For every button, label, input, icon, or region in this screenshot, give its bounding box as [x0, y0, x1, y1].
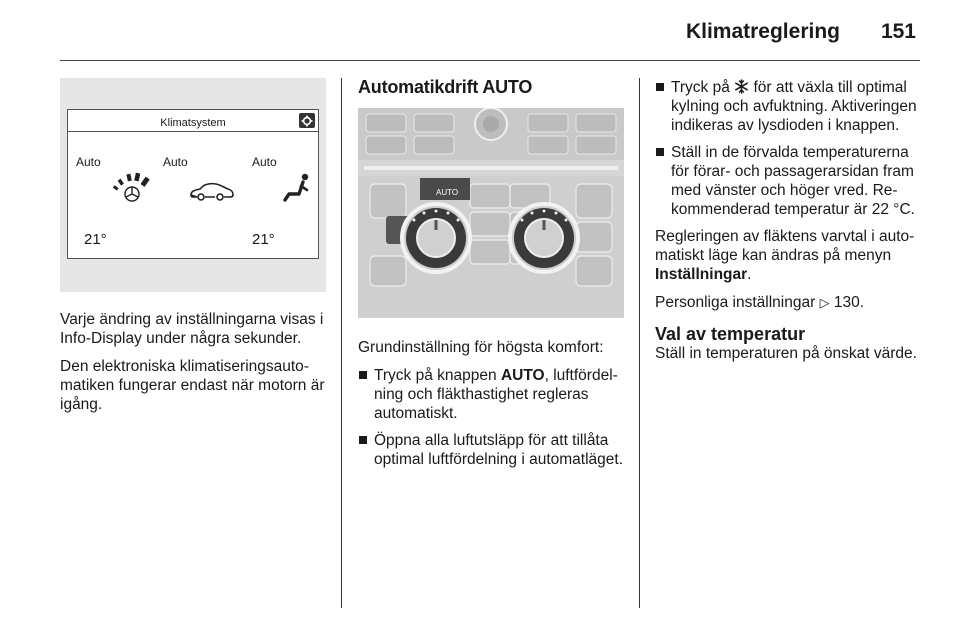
ac-snowflake-icon: [734, 79, 749, 94]
fan-speed-icon: [112, 170, 152, 204]
col1-paragraph-2: Den elektroniska klimatiseringsautomatiken fungerar endast när motorn är igång.: [60, 358, 325, 413]
col1-paragraph-1: Varje ändring av inställningarna visas i Info-Display under några sekunder.: [60, 311, 324, 347]
temperature-right: 21°: [252, 231, 275, 248]
col3-paragraph-1: Regleringen av fläktens varvtal i automatiskt läge kan ändras på menyn Inställningar.: [655, 228, 915, 283]
climate-display-screen: [67, 109, 319, 259]
settings-gear-icon: [299, 113, 315, 128]
auto-label-airflow: Auto: [163, 155, 188, 169]
list-item: Tryck på för att växla till optimal kylning och avfuktning. Aktiveringen indikeras av lysdioden i knappen.: [655, 78, 920, 135]
column-1: [60, 78, 326, 423]
screen-titlebar: [68, 110, 318, 132]
page-number: 151: [880, 20, 916, 43]
right-temperature-knob-icon: [510, 204, 578, 272]
section-heading-auto: Automatikdrift AUTO: [358, 77, 533, 97]
auto-button-label: AUTO: [436, 188, 459, 197]
temperature-left: 21°: [84, 231, 107, 248]
control-panel-illustration: [358, 108, 624, 318]
temperature-bullet-list: [655, 78, 920, 219]
left-temperature-knob-icon: [402, 204, 470, 272]
page-reference[interactable]: 130: [833, 294, 860, 311]
header-rule: [60, 60, 920, 61]
page-reference-arrow-icon: ▷: [819, 295, 830, 310]
column-2: [358, 78, 624, 477]
col2-intro: Grundinställning för högsta komfort:: [358, 339, 604, 356]
list-item: Öppna alla luftutsläpp för att tillåta optimal luftfördelning i automatläget.: [358, 431, 624, 469]
auto-bullet-list: [358, 366, 624, 469]
auto-label-fan: Auto: [76, 155, 101, 169]
section-heading-temperature: Val av temperatur: [655, 324, 806, 344]
climate-display-figure: [60, 78, 326, 292]
seated-person-airflow-icon: [281, 172, 311, 204]
car-airflow-icon: [188, 180, 236, 202]
page-header: [0, 0, 960, 62]
column-3: [655, 78, 920, 372]
column-divider-1: [341, 78, 342, 608]
auto-label-distribution: Auto: [252, 155, 277, 169]
climate-control-panel-figure: [358, 108, 624, 318]
screen-title: Klimatsystem: [160, 117, 226, 129]
col3-paragraph-3: Ställ in temperaturen på önskat värde.: [655, 345, 917, 362]
list-item: Tryck på knappen AUTO, luftfördelning och fläkthastighet regleras automatiskt.: [358, 366, 624, 423]
list-item: Ställ in de förvalda temperaturerna för förar- och passagerarsidan fram med vänster och höger vred. Rekommenderad temperatur är 22 °C.: [655, 143, 920, 219]
column-divider-2: [639, 78, 640, 608]
col3-paragraph-2: Personliga inställningar ▷ 130.: [655, 294, 865, 311]
page-title: Klimatreglering: [685, 20, 840, 43]
